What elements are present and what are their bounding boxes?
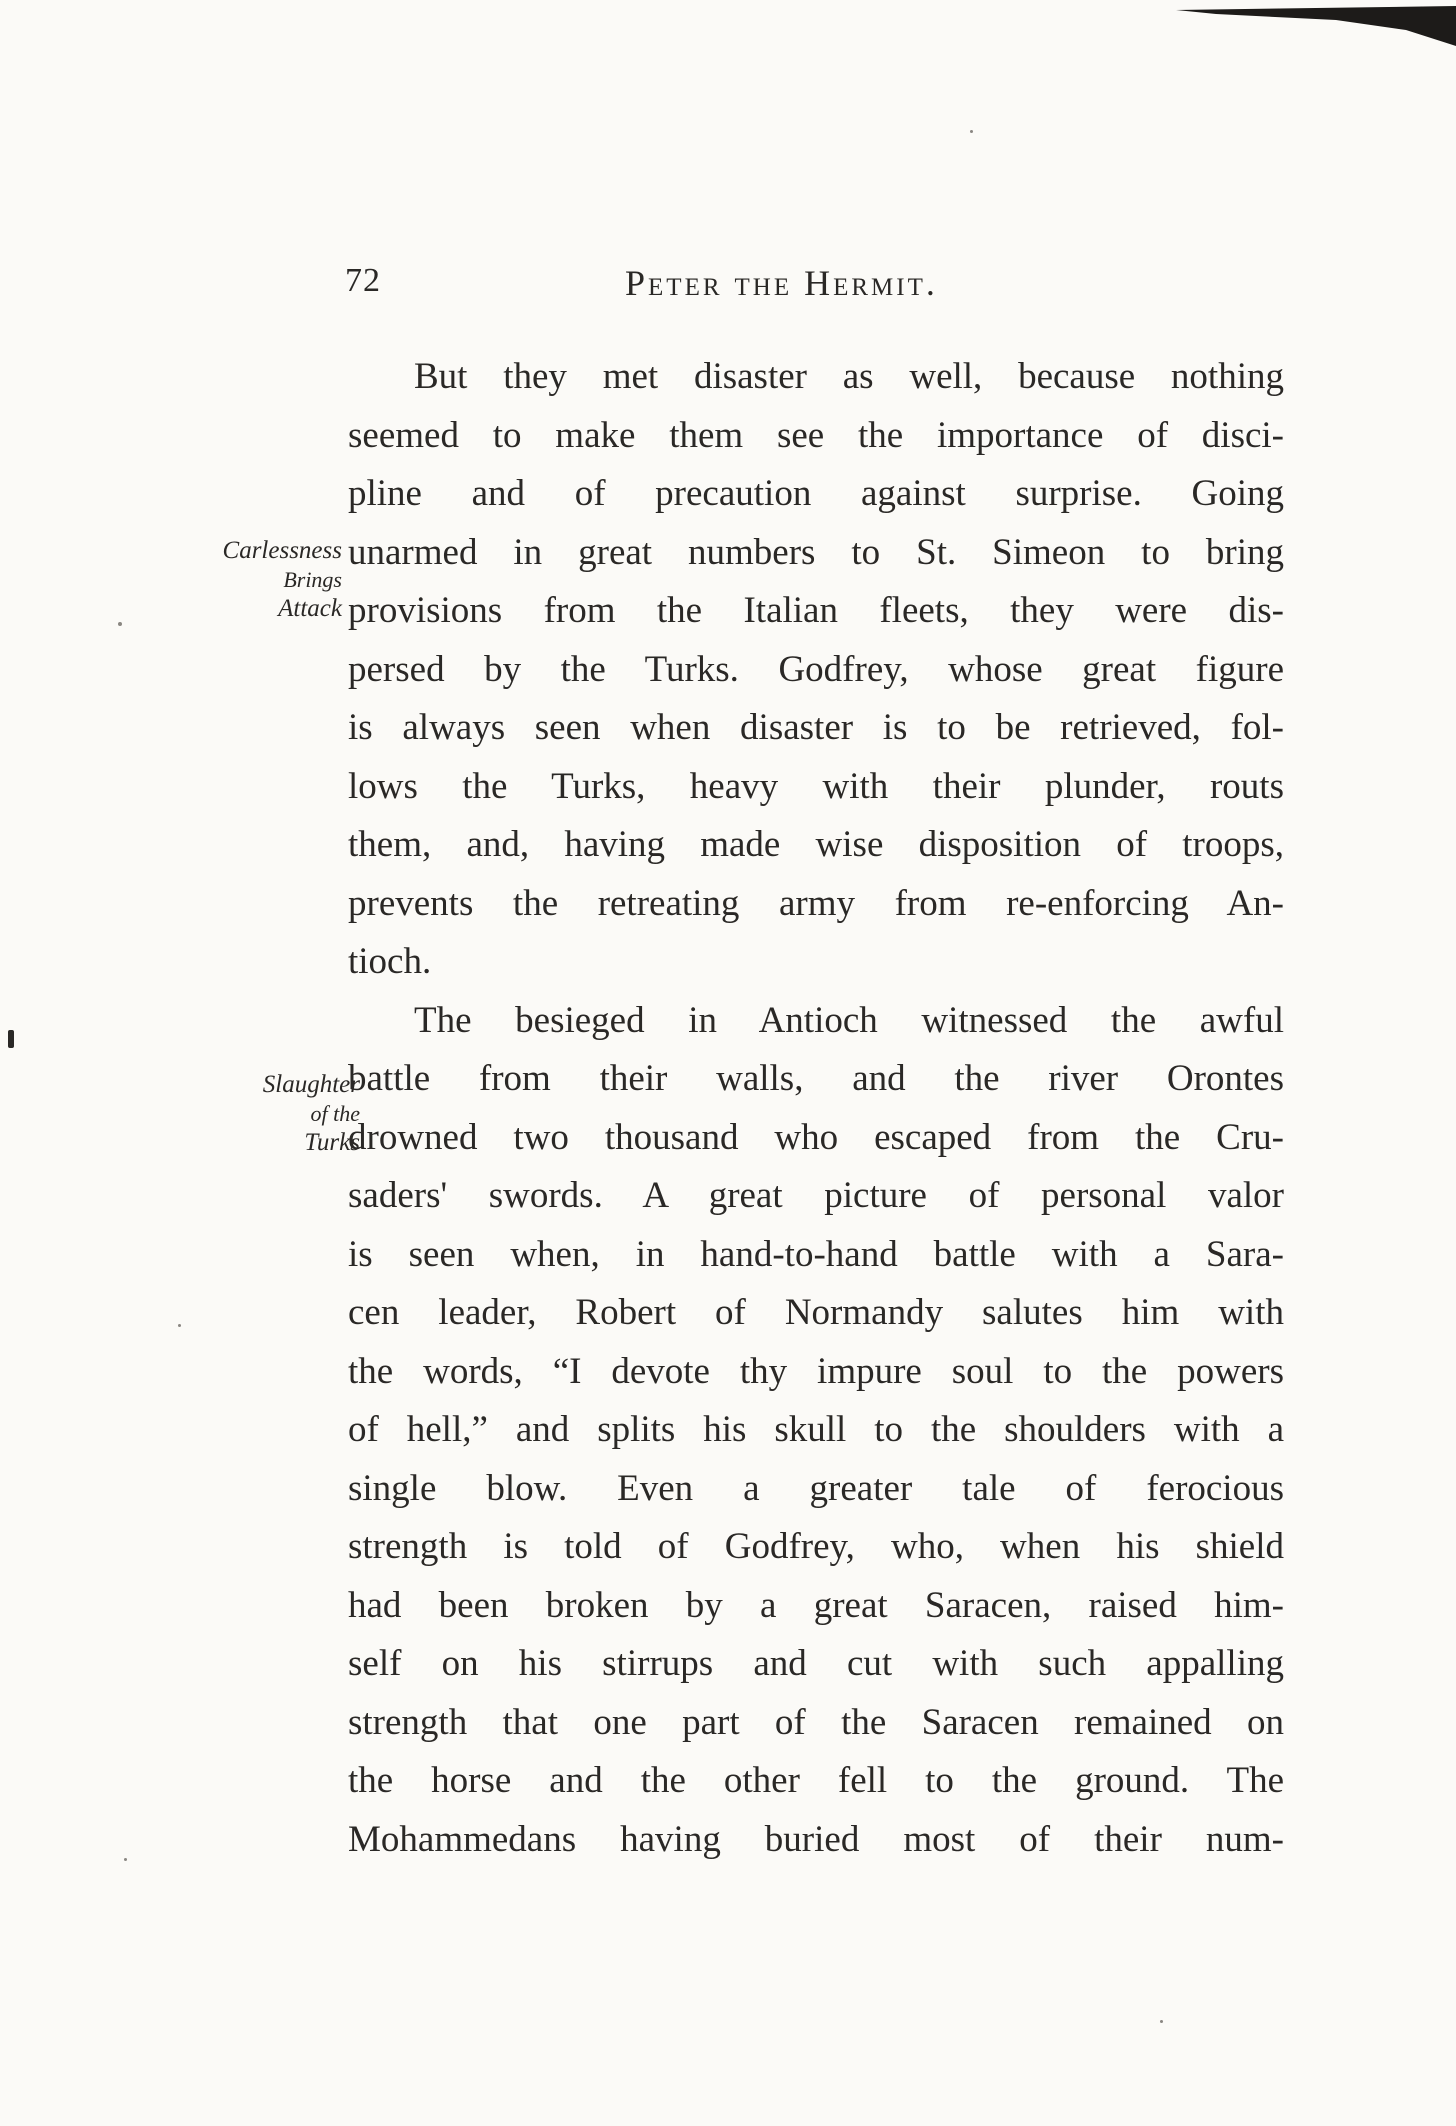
text-line: is seen when, in hand-to-hand battle with a Sara- [348,1233,1284,1275]
running-title: Peter the Hermit. [625,263,938,303]
text-line: them, and, having made wise disposition of troops, [348,824,1284,865]
paragraph [348,348,1284,992]
text-line: pline and of precaution against surprise. Going [348,473,1284,514]
page-header [345,262,1275,312]
marginal-note-carelessness [122,536,342,623]
text-line: tioch. [348,941,432,982]
marginal-note-slaughter [140,1070,360,1157]
marginal-note-line: of the [310,1101,360,1126]
text-line: prevents the retreating army from re-enforcing An- [348,882,1284,924]
text-line: strength is told of Godfrey, who, when his shield [348,1526,1284,1567]
text-line: But they met disaster as well, because nothing [414,356,1284,397]
paper-speck [8,1030,14,1048]
marginal-note-line: Turks [304,1129,360,1156]
paragraph [348,992,1284,1870]
marginal-note-line: Slaughter [262,1071,360,1098]
text-line: is always seen when disaster is to be retrieved, fol- [348,707,1284,748]
marginal-note-line: Attack [278,595,342,622]
text-line: strength that one part of the Saracen remained on [348,1701,1284,1743]
text-line: lows the Turks, heavy with their plunder, routs [348,765,1284,807]
text-line: single blow. Even a greater tale of ferocious [348,1467,1284,1509]
marginal-note-line: Carlessness [222,537,342,564]
text-line: battle from their walls, and the river Orontes [348,1058,1284,1099]
text-line: the horse and the other fell to the ground. The [348,1760,1284,1801]
paper-speck [118,622,122,626]
marginal-note-line: Brings [283,567,342,592]
paper-speck [178,1324,181,1327]
text-line: had been broken by a great Saracen, raised him- [348,1584,1284,1626]
text-line: provisions from the Italian fleets, they were dis- [348,590,1284,631]
body-text [348,348,1284,1869]
text-line: the words, “I devote thy impure soul to the powers [348,1350,1284,1392]
paper-speck [970,130,973,133]
paper-speck [124,1858,127,1861]
text-line: persed by the Turks. Godfrey, whose great figure [348,648,1284,690]
text-line: saders' swords. A great picture of personal valor [348,1175,1284,1216]
page-edge-shadow [1156,0,1456,52]
text-line: Mohammedans having buried most of their num- [348,1818,1284,1860]
text-line: The besieged in Antioch witnessed the awful [414,999,1284,1041]
text-line: cen leader, Robert of Normandy salutes him with [348,1292,1284,1333]
text-line: seemed to make them see the importance of disci- [348,414,1284,456]
text-line: drowned two thousand who escaped from the Cru- [348,1116,1284,1158]
paper-speck [1160,2020,1163,2023]
text-line: self on his stirrups and cut with such appalling [348,1643,1284,1684]
page-number: 72 [345,262,381,299]
text-line: unarmed in great numbers to St. Simeon to bring [348,531,1284,573]
text-line: of hell,” and splits his skull to the shoulders with a [348,1409,1284,1450]
